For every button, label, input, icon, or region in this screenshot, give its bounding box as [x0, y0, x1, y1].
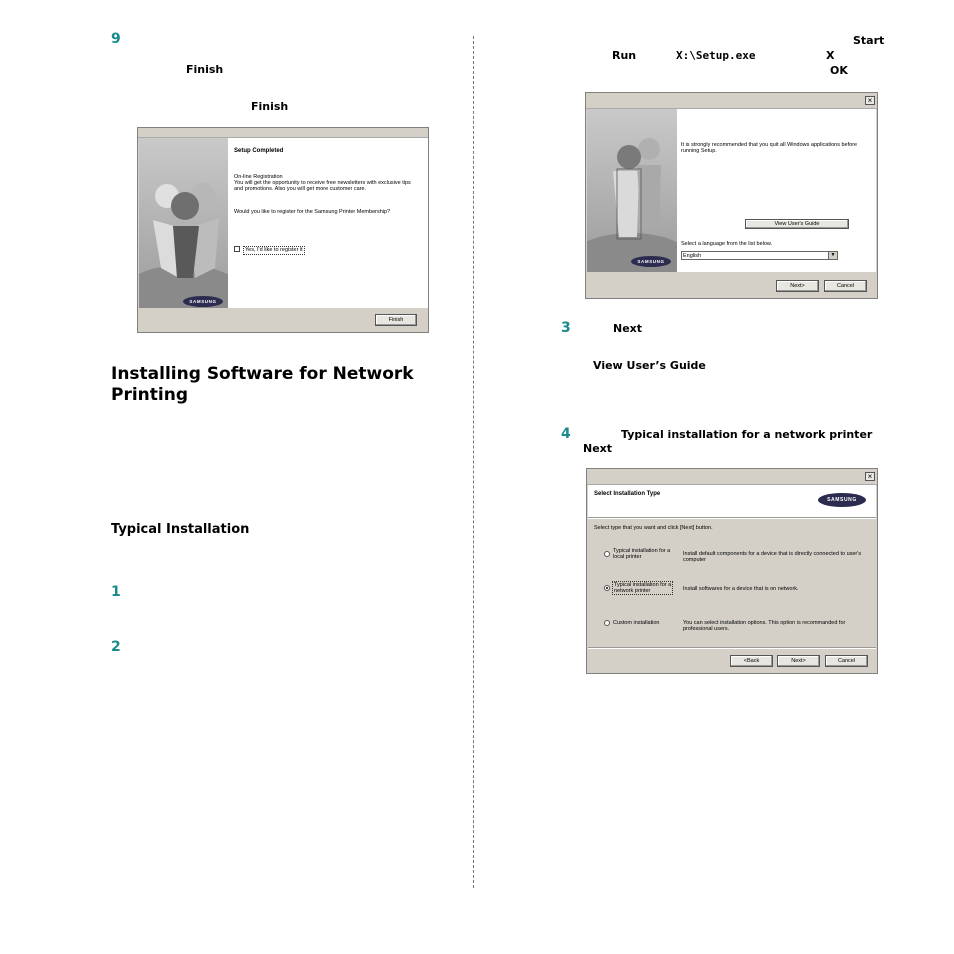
option-network-focus[interactable] [612, 581, 673, 595]
people-illustration-icon [587, 109, 677, 272]
samsung-logo: SAMSUNG [631, 256, 671, 267]
cancel-button[interactable]: Cancel [824, 280, 867, 292]
dialog-title: Setup Completed [234, 148, 284, 154]
close-icon[interactable]: × [865, 472, 875, 481]
header-separator [588, 517, 876, 519]
dialog-titlebar [586, 93, 877, 109]
step-4-number: 4 [561, 426, 571, 442]
finish-button[interactable]: Finish [375, 314, 417, 326]
back-button[interactable]: <Back [730, 655, 773, 667]
online-registration-label: On-line Registration [234, 174, 283, 180]
option-local-label-line1[interactable]: Typical installation for a [613, 548, 671, 554]
view-users-guide-keyword: View User’s Guide [593, 359, 706, 372]
subsection-heading: Typical Installation [111, 522, 250, 537]
radio-local-printer[interactable] [604, 551, 610, 557]
radio-custom-installation[interactable] [604, 620, 610, 626]
dialog-titlebar [138, 128, 428, 138]
cancel-button[interactable]: Cancel [825, 655, 868, 667]
radio-network-printer[interactable] [604, 585, 610, 591]
setup-path-keyword: X:\Setup.exe [676, 49, 756, 62]
typical-network-keyword: Typical installation for a network printer [621, 428, 873, 441]
option-custom-desc-line2: professional users. [683, 626, 730, 632]
ok-keyword: OK [830, 64, 848, 77]
language-select[interactable] [681, 251, 838, 260]
option-network-label-line2[interactable]: network printer [614, 588, 651, 594]
chevron-down-icon[interactable]: ▼ [828, 252, 837, 259]
next-button[interactable]: Next> [777, 655, 820, 667]
footer-separator [588, 647, 876, 649]
x-keyword: X [826, 49, 835, 62]
dialog-side-graphic [587, 109, 677, 272]
language-dialog [585, 92, 878, 299]
option-local-desc-line1: Install default components for a device that is directly connected to user's [683, 551, 862, 557]
run-keyword: Run [612, 49, 637, 62]
section-heading: Installing Software for Network Printing [111, 364, 414, 405]
quit-apps-message-line2: running Setup. [681, 148, 717, 154]
people-illustration-icon [139, 138, 228, 308]
option-network-desc-line1: Install softwares for a device that is on network. [683, 586, 799, 592]
next-button[interactable]: Next> [776, 280, 819, 292]
registration-text-line1: You will get the opportunity to receive free newsletters with exclusive tips [234, 180, 411, 186]
dialog-title: Select Installation Type [594, 491, 661, 497]
step-9-number: 9 [111, 31, 121, 47]
samsung-logo: SAMSUNG [818, 493, 866, 507]
register-checkbox[interactable] [234, 246, 240, 252]
option-local-label-line2[interactable]: local printer [613, 554, 642, 560]
view-users-guide-button[interactable]: View User's Guide [745, 219, 849, 229]
registration-text-line2: and promotions. Also you will get more customer care. [234, 186, 367, 192]
option-local-desc-line2: computer [683, 557, 706, 563]
select-language-label: Select a language from the list below. [681, 241, 773, 247]
step-3-number: 3 [561, 320, 571, 336]
step-9-finish-keyword-2: Finish [251, 100, 289, 113]
language-select-value: English [683, 253, 702, 259]
samsung-logo: SAMSUNG [183, 296, 223, 307]
dialog-side-graphic [139, 138, 228, 308]
dialog-content-panel [677, 109, 876, 272]
dialog-header-panel [588, 485, 876, 517]
close-icon[interactable]: × [865, 96, 875, 105]
dialog-content-panel [228, 138, 428, 308]
step-9-finish-keyword: Finish [186, 63, 224, 76]
option-custom-desc-line1: You can select installation options. This option is recommanded for [683, 620, 846, 626]
option-network-label-line1[interactable]: Typical installation for a [614, 582, 672, 588]
step-1-number: 1 [111, 584, 121, 600]
installation-type-dialog [586, 468, 878, 674]
register-checkbox-label[interactable]: Yes, I'd like to register it [245, 247, 303, 253]
instruction-text: Select type that you want and click [Next] button. [594, 525, 713, 531]
option-custom-label[interactable]: Custom installation [613, 620, 660, 626]
column-divider [473, 36, 474, 888]
start-keyword: Start [853, 34, 885, 47]
quit-apps-message-line1: It is strongly recommended that you quit all Windows applications before [681, 142, 858, 148]
step-2-number: 2 [111, 639, 121, 655]
dialog-titlebar [587, 469, 877, 485]
register-question: Would you like to register for the Samsung Printer Membership? [234, 209, 391, 215]
setup-completed-dialog [137, 127, 429, 333]
next-keyword: Next [613, 322, 643, 335]
next-keyword-2: Next [583, 442, 613, 455]
